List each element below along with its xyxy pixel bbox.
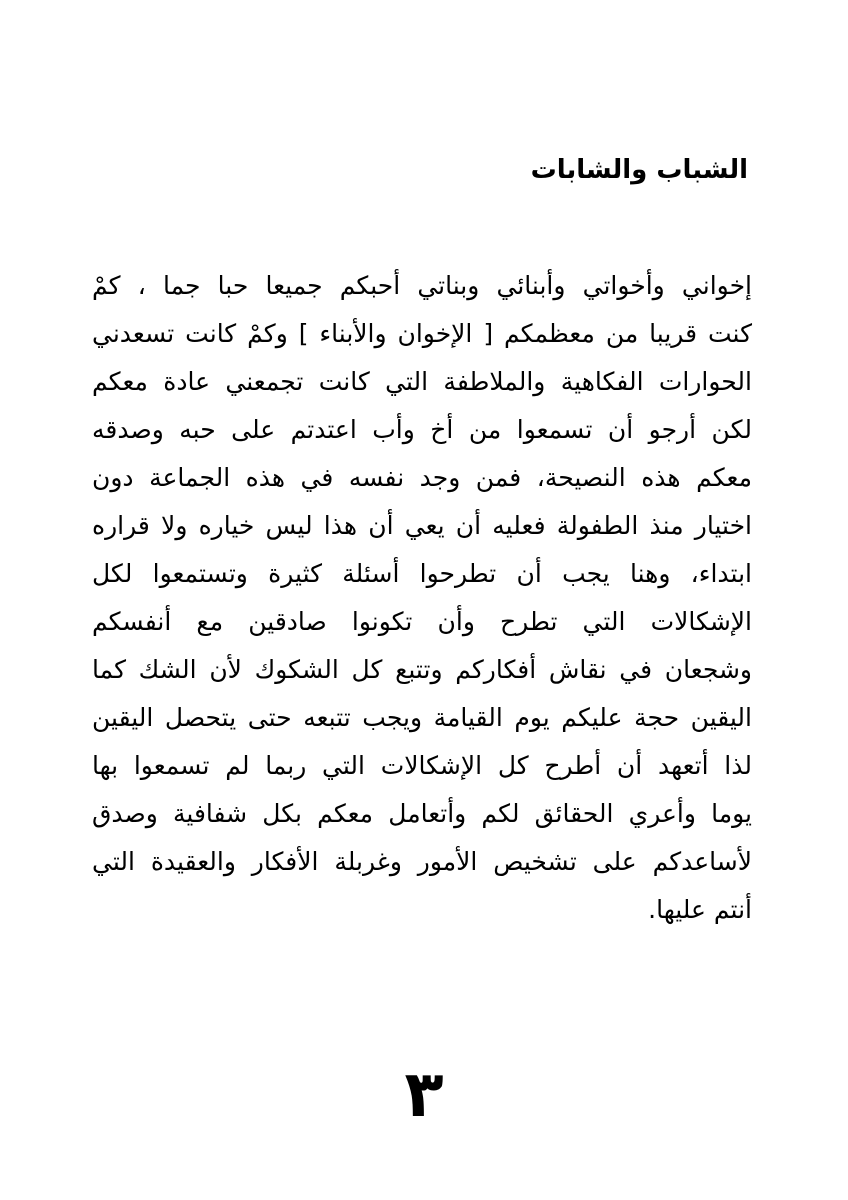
paragraph-line: لأساعدكم على تشخيص الأمور وغربلة الأفكار والعقيدة التي [92,847,752,876]
paragraph-line: لكن أرجو أن تسمعوا من أخ وأب اعتدتم على حبه وصدقه [92,415,752,444]
paragraph-line: اليقين حجة عليكم يوم القيامة ويجب تتبعه حتى يتحصل اليقين [92,703,752,732]
paragraph-line: إخواني وأخواتي وأبنائي وبناتي أحبكم جميعا حبا جما ، كمْ [92,271,752,300]
paragraph-line: أنتم عليها. [648,895,752,924]
paragraph-line: لذا أتعهد أن أطرح كل الإشكالات التي ربما لم تسمعوا بها [92,751,752,780]
section-heading: الشباب والشابات [530,155,748,185]
paragraph-line: معكم هذه النصيحة، فمن وجد نفسه في هذه الجماعة دون [92,463,752,492]
paragraph-line: وشجعان في نقاش أفكاركم وتتبع كل الشكوك لأن الشك كما [92,655,752,684]
paragraph-line: اختيار منذ الطفولة فعليه أن يعي أن هذا ليس خياره ولا قراره [92,511,752,540]
body-paragraph [92,262,752,934]
paragraph-line: كنت قريبا من معظمكم [ الإخوان والأبناء ] وكمْ كانت تسعدني [92,319,752,348]
page-number: ٣ [404,1058,444,1132]
paragraph-line: الحوارات الفكاهية والملاطفة التي كانت تجمعني عادة معكم [92,367,752,396]
paragraph-line: ابتداء، وهنا يجب أن تطرحوا أسئلة كثيرة وتستمعوا لكل [92,559,752,588]
paragraph-line: يوما وأعري الحقائق لكم وأتعامل معكم بكل شفافية وصدق [92,799,752,828]
paragraph-line: الإشكالات التي تطرح وأن تكونوا صادقين مع أنفسكم [92,607,752,636]
